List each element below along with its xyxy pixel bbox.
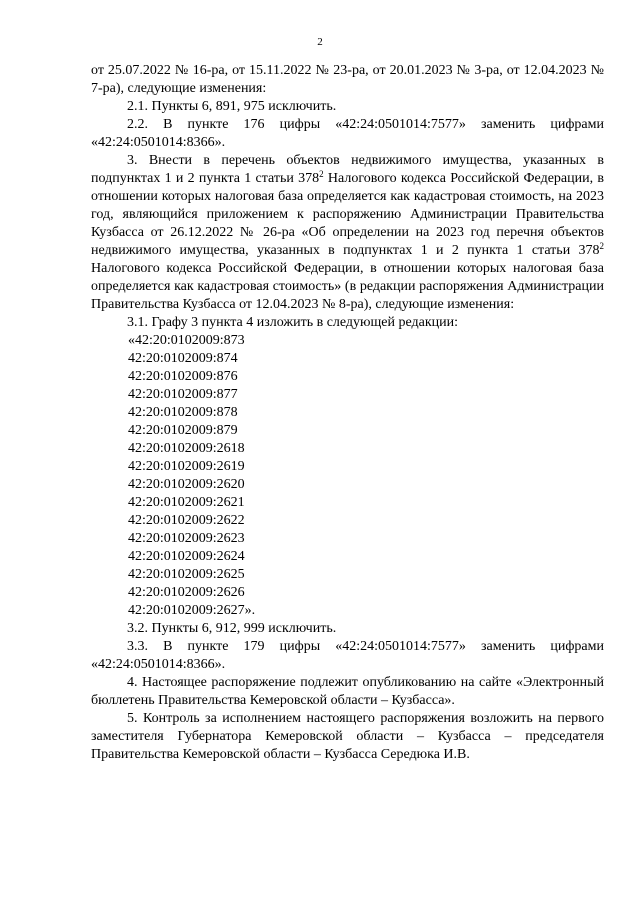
list-item: «42:20:0102009:873 xyxy=(128,333,245,348)
list-item: 42:20:0102009:2626 xyxy=(128,585,245,600)
list-item: 42:20:0102009:2623 xyxy=(128,531,245,546)
list-item: 42:20:0102009:874 xyxy=(128,351,238,366)
list-item: 42:20:0102009:879 xyxy=(128,423,238,438)
paragraph-3-3: 3.3. В пункте 179 цифры «42:24:0501014:7577» заменить цифрами «42:24:0501014:8366». xyxy=(91,639,604,672)
paragraph-5: 5. Контроль за исполнением настоящего распоряжения возложить на первого заместителя Губернатора Кемеровской области – Кузбасса – председателя Правительства Кемеровской области – Кузбасса Середюка И.В. xyxy=(91,711,604,762)
paragraph-3-part-a: 3. Внести в перечень объектов недвижимого имущества, указанных в подпунктах 1 и 2 пункта 1 статьи 378 xyxy=(91,153,604,186)
paragraph-3-2: 3.2. Пункты 6, 912, 999 исключить. xyxy=(127,621,337,636)
list-item: 42:20:0102009:877 xyxy=(128,387,238,402)
paragraph-4: 4. Настоящее распоряжение подлежит опубликованию на сайте «Электронный бюллетень Правительства Кемеровской области – Кузбасса». xyxy=(91,675,604,708)
paragraph-3-part-b: Налогового кодекса Российской Федерации, в отношении которых налоговая база определяется как кадастровая стоимость, на 2023 год, являющийся приложением к распоряжению Администрации Правительства Кузбасса от 26.12.2022 № 26-ра «Об определении на 2023 год перечня объектов недвижимого имущества, указанных в подпунктах 1 и 2 пункта 1 статьи 378 xyxy=(91,171,604,258)
paragraph-3-part-c: Налогового кодекса Российской Федерации, в отношении которых налоговая база определяется как кадастровая стоимость» (в редакции распоряжения Администрации Правительства Кузбасса от 12.04.2023 № 8-ра), следующие изменения: xyxy=(91,261,604,312)
paragraph-2-1: 2.1. Пункты 6, 891, 975 исключить. xyxy=(127,99,337,114)
list-item: 42:20:0102009:2620 xyxy=(128,477,245,492)
list-item: 42:20:0102009:878 xyxy=(128,405,238,420)
superscript: 2 xyxy=(599,241,604,251)
document-body xyxy=(91,62,604,764)
list-item: 42:20:0102009:2619 xyxy=(128,459,245,474)
list-item: 42:20:0102009:2627». xyxy=(128,603,256,618)
list-item: 42:20:0102009:2621 xyxy=(128,495,245,510)
list-item: 42:20:0102009:2625 xyxy=(128,567,245,582)
paragraph-intro: от 25.07.2022 № 16-ра, от 15.11.2022 № 23-ра, от 20.01.2023 № 3-ра, от 12.04.2023 № 7-ра), следующие изменения: xyxy=(91,63,604,96)
paragraph-2-2: 2.2. В пункте 176 цифры «42:24:0501014:7577» заменить цифрами «42:24:0501014:8366». xyxy=(91,117,604,150)
list-item: 42:20:0102009:2622 xyxy=(128,513,245,528)
paragraph-3-1: 3.1. Графу 3 пункта 4 изложить в следующей редакции: xyxy=(127,315,459,330)
page-number: 2 xyxy=(317,36,323,48)
superscript: 2 xyxy=(319,169,324,179)
paragraph-3 xyxy=(91,152,604,314)
cadastral-number-list xyxy=(91,332,604,620)
list-item: 42:20:0102009:876 xyxy=(128,369,238,384)
list-item: 42:20:0102009:2618 xyxy=(128,441,245,456)
list-item: 42:20:0102009:2624 xyxy=(128,549,245,564)
